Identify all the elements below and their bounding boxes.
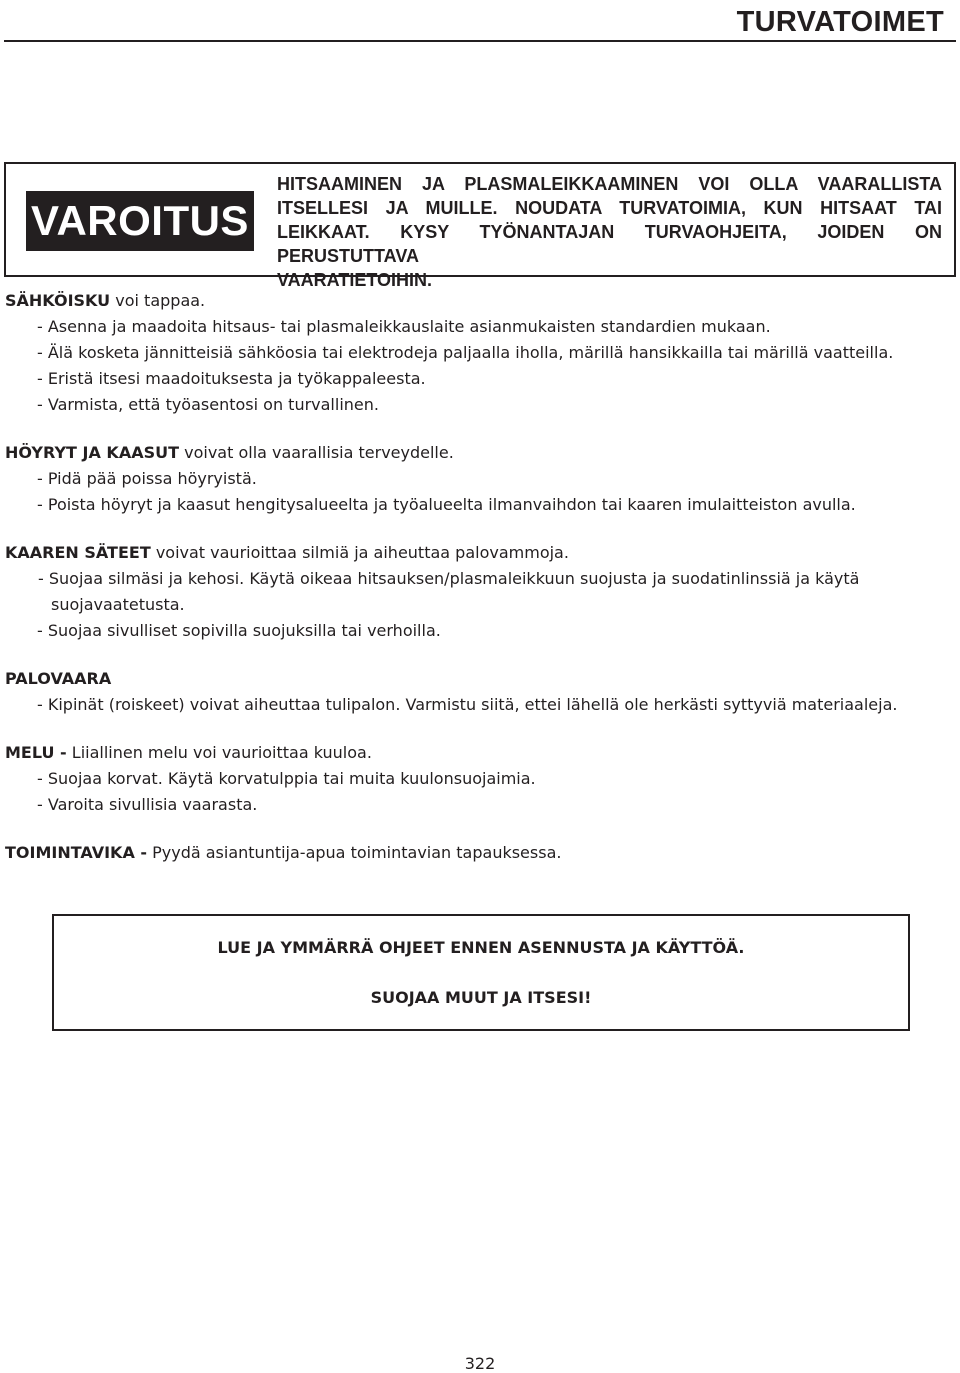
notice-line-protect: SUOJAA MUUT JA ITSESI! [370, 988, 592, 1007]
list-item: - Kipinät (roiskeet) voivat aiheuttaa tulipalon. Varmistu siitä, ettei lähellä ole herkästi syttyviä materiaaleja. [37, 695, 898, 714]
section-heading [5, 288, 957, 314]
section-heading-text: Pyydä asiantuntija-apua toimintavian tapauksessa. [147, 843, 562, 862]
section-keyword: SÄHKÖISKU [5, 291, 111, 310]
section-heading [5, 440, 957, 466]
list-item: - Suojaa korvat. Käytä korvatulppia tai muita kuulonsuojaimia. [37, 769, 536, 788]
section-keyword: PALOVAARA [5, 669, 112, 688]
list-item: - Asenna ja maadoita hitsaus- tai plasmaleikkauslaite asianmukaisten standardien mukaan. [37, 317, 771, 336]
warning-text-last: VAARATIETOIHIN. [277, 270, 433, 290]
section-keyword: TOIMINTAVIKA - [5, 843, 148, 862]
warning-text-main: HITSAAMINEN JA PLASMALEIKKAAMINEN VOI OLLA VAARALLISTA ITSELLESI JA MUILLE. NOUDATA TURVATOIMIA, KUN HITSAAT TAI LEIKKAAT. KYSY TYÖNANTAJAN TURVAOHJEITA, JOIDEN ON PERUSTUTTAVA [277, 174, 942, 266]
warning-badge: VAROITUS [26, 191, 254, 251]
warning-box [4, 162, 956, 290]
notice-line-read-instructions: LUE JA YMMÄRRÄ OHJEET ENNEN ASENNUSTA JA KÄYTTÖÄ. [217, 938, 745, 957]
section-heading-text: voi tappaa. [110, 291, 206, 310]
list-item: - Suojaa silmäsi ja kehosi. Käytä oikeaa hitsauksen/plasmaleikkuun suojusta ja suodatinlinssiä ja käytä suojavaatetusta. [38, 569, 860, 614]
section-heading-text: Liiallinen melu voi vaurioittaa kuuloa. [66, 743, 372, 762]
notice-box [52, 914, 910, 1031]
page-title: TURVATOIMET [736, 6, 944, 38]
section-heading [5, 840, 957, 866]
section-heading-text: voivat vaurioittaa silmiä ja aiheuttaa palovammoja. [150, 543, 569, 562]
section-electric-shock [5, 288, 957, 418]
section-heading [5, 740, 957, 766]
list-item: - Älä kosketa jännitteisiä sähköosia tai elektrodeja paljaalla iholla, märillä hansikkailla tai märillä vaatteilla. [37, 343, 894, 362]
section-heading [5, 666, 957, 692]
section-fumes-gases [5, 440, 957, 518]
warning-text [277, 172, 942, 292]
title-divider [4, 40, 956, 42]
section-malfunction [5, 840, 957, 866]
page-number: 322 [464, 1354, 496, 1373]
section-arc-rays [5, 540, 957, 644]
section-keyword: KAAREN SÄTEET [5, 543, 151, 562]
list-item: - Poista höyryt ja kaasut hengitysalueelta ja työalueelta ilmanvaihdon tai kaaren imulaitteiston avulla. [37, 495, 856, 514]
section-fire-hazard [5, 666, 957, 718]
list-item: - Pidä pää poissa höyryistä. [37, 469, 257, 488]
section-noise [5, 740, 957, 818]
list-item: - Eristä itsesi maadoituksesta ja työkappaleesta. [37, 369, 426, 388]
section-heading [5, 540, 957, 566]
list-item: - Varmista, että työasentosi on turvallinen. [37, 395, 379, 414]
safety-content [5, 288, 957, 888]
section-keyword: MELU - [5, 743, 67, 762]
section-keyword: HÖYRYT JA KAASUT [5, 443, 180, 462]
list-item: - Suojaa sivulliset sopivilla suojuksilla tai verhoilla. [37, 621, 441, 640]
section-heading-text: voivat olla vaarallisia terveydelle. [179, 443, 454, 462]
list-item: - Varoita sivullisia vaarasta. [37, 795, 258, 814]
